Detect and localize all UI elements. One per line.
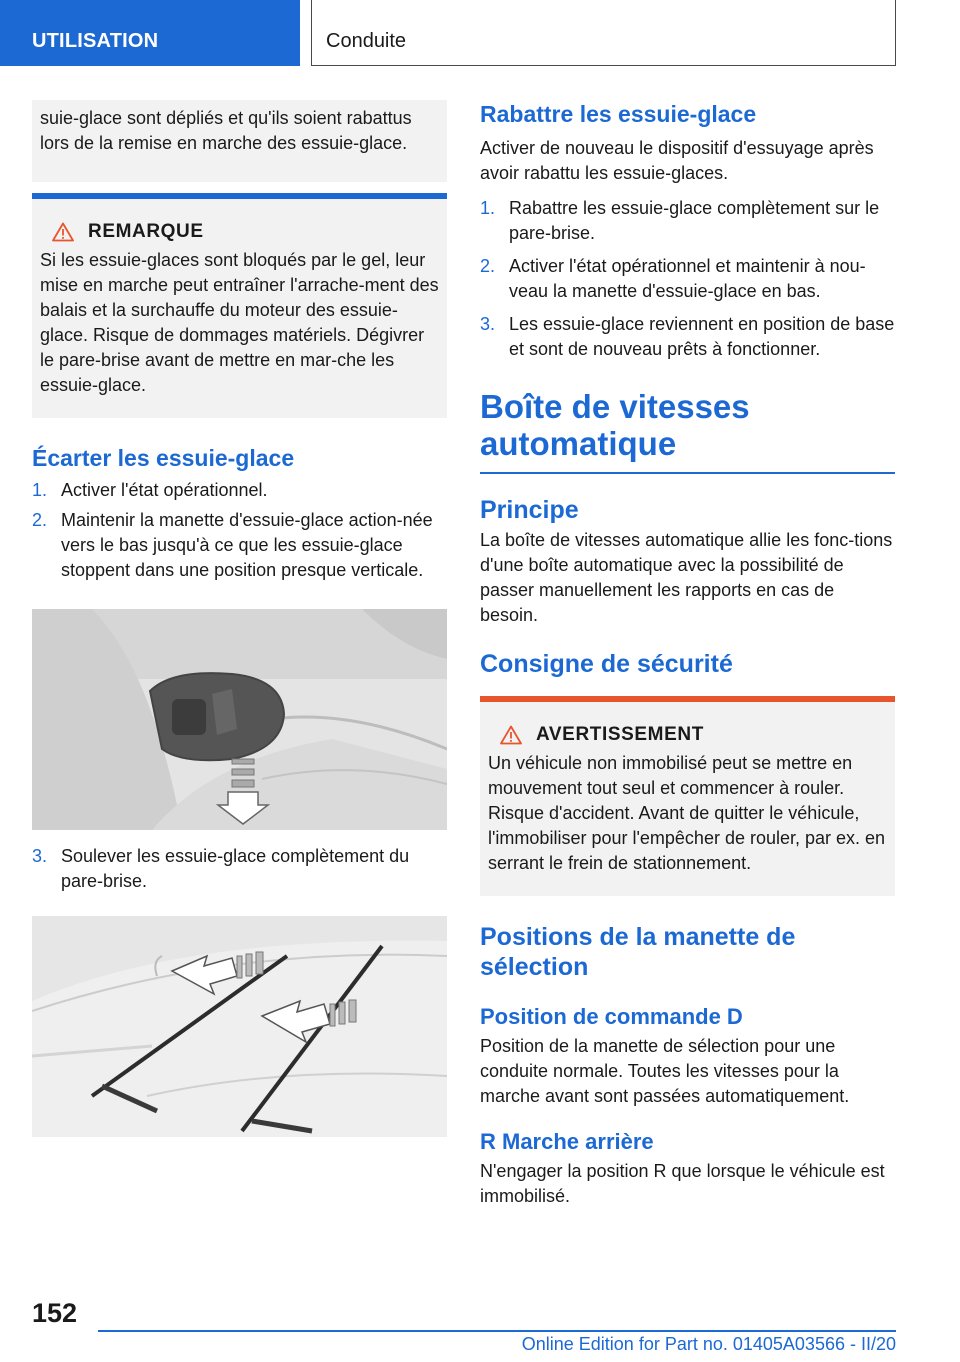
positions-heading: Positions de la manette de sélection	[480, 923, 796, 981]
remarque-notice	[32, 193, 447, 418]
header-section-tab	[0, 0, 300, 66]
warning-notice	[480, 696, 895, 896]
right-column	[480, 100, 895, 1209]
list-item: 3. Les essuie-glace reviennent en position de base et sont de nouveau prêts à fonctionner.	[480, 314, 895, 359]
list-item: 1. Rabattre les essuie-glace complètement sur le pare-brise.	[480, 198, 880, 243]
list-item: 2. Maintenir la manette d'essuie-glace action-née vers le bas jusqu'à ce que les essuie-glace stoppent dans une position presque verticale.	[32, 510, 433, 580]
rabattre-steps	[480, 196, 895, 362]
reverse-text: N'engager la position R que lorsque le véhicule est immobilisé.	[480, 1161, 885, 1206]
footer-divider	[98, 1330, 896, 1332]
warning-title: AVERTISSEMENT	[536, 724, 704, 745]
wiper-lever-illustration	[32, 609, 447, 830]
warning-triangle-icon	[52, 222, 74, 242]
footer-edition: Online Edition for Part no. 01405A03566 - II/20	[521, 1334, 896, 1354]
drive-heading: Position de commande D	[480, 1004, 743, 1029]
remarque-text: Si les essuie-glaces sont bloqués par le gel, leur mise en marche peut entraîner l'arrache-ment des balais et la surchauffe du moteur des essuie-glace. Risque de dommages matériels. Dégivrer le pare-brise avant de mettre en mar-che les essuie-glace.	[40, 250, 439, 395]
heading-divider	[480, 472, 895, 474]
remarque-title: REMARQUE	[88, 221, 204, 242]
warning-triangle-icon	[500, 725, 522, 745]
list-item: 2. Activer l'état opérationnel et maintenir à nou-veau la manette d'essuie-glace en bas.	[480, 256, 866, 301]
continued-notice	[32, 100, 447, 182]
section-heading-ecarter: Écarter les essuie-glace	[32, 445, 295, 471]
ecarter-step-3	[32, 844, 447, 894]
principe-heading: Principe	[480, 496, 579, 524]
rabattre-intro: Activer de nouveau le dispositif d'essuyage après avoir rabattu les essuie-glaces.	[480, 138, 874, 183]
list-item: 1. Activer l'état opérationnel.	[32, 480, 268, 500]
section-heading-rabattre: Rabattre les essuie-glace	[480, 101, 757, 127]
warning-text: Un véhicule non immobilisé peut se mettre en mouvement tout seul et commencer à rouler. Risque d'accident. Avant de quitter le véhicule, l'immobiliser pour l'empêcher de rouler, par ex. en serrant le frein de stationnement.	[488, 753, 886, 873]
ecarter-steps	[32, 478, 447, 583]
chapter-heading: Boîte de vitesses automatique	[480, 388, 750, 462]
continued-notice-text: suie-glace sont dépliés et qu'ils soient rabattus lors de la remise en marche des essuie-glace.	[40, 108, 412, 153]
header-section-label: UTILISATION	[32, 30, 159, 52]
left-column	[32, 100, 447, 1137]
drive-text: Position de la manette de sélection pour une conduite normale. Toutes les vitesses pour la marche avant sont passées automatiquement.	[480, 1036, 850, 1106]
windshield-wipers-illustration	[32, 916, 447, 1137]
header-chapter-tab	[311, 0, 896, 66]
page-number: 152	[32, 1298, 78, 1328]
reverse-heading: R Marche arrière	[480, 1129, 654, 1154]
header-chapter-label: Conduite	[326, 30, 407, 52]
list-item: 3. Soulever les essuie-glace complètement du pare-brise.	[32, 846, 410, 891]
safety-heading: Consigne de sécurité	[480, 650, 733, 678]
principe-text: La boîte de vitesses automatique allie les fonc-tions d'une boîte automatique avec la possibilité de passer manuellement les rapports en cas de besoin.	[480, 530, 893, 625]
